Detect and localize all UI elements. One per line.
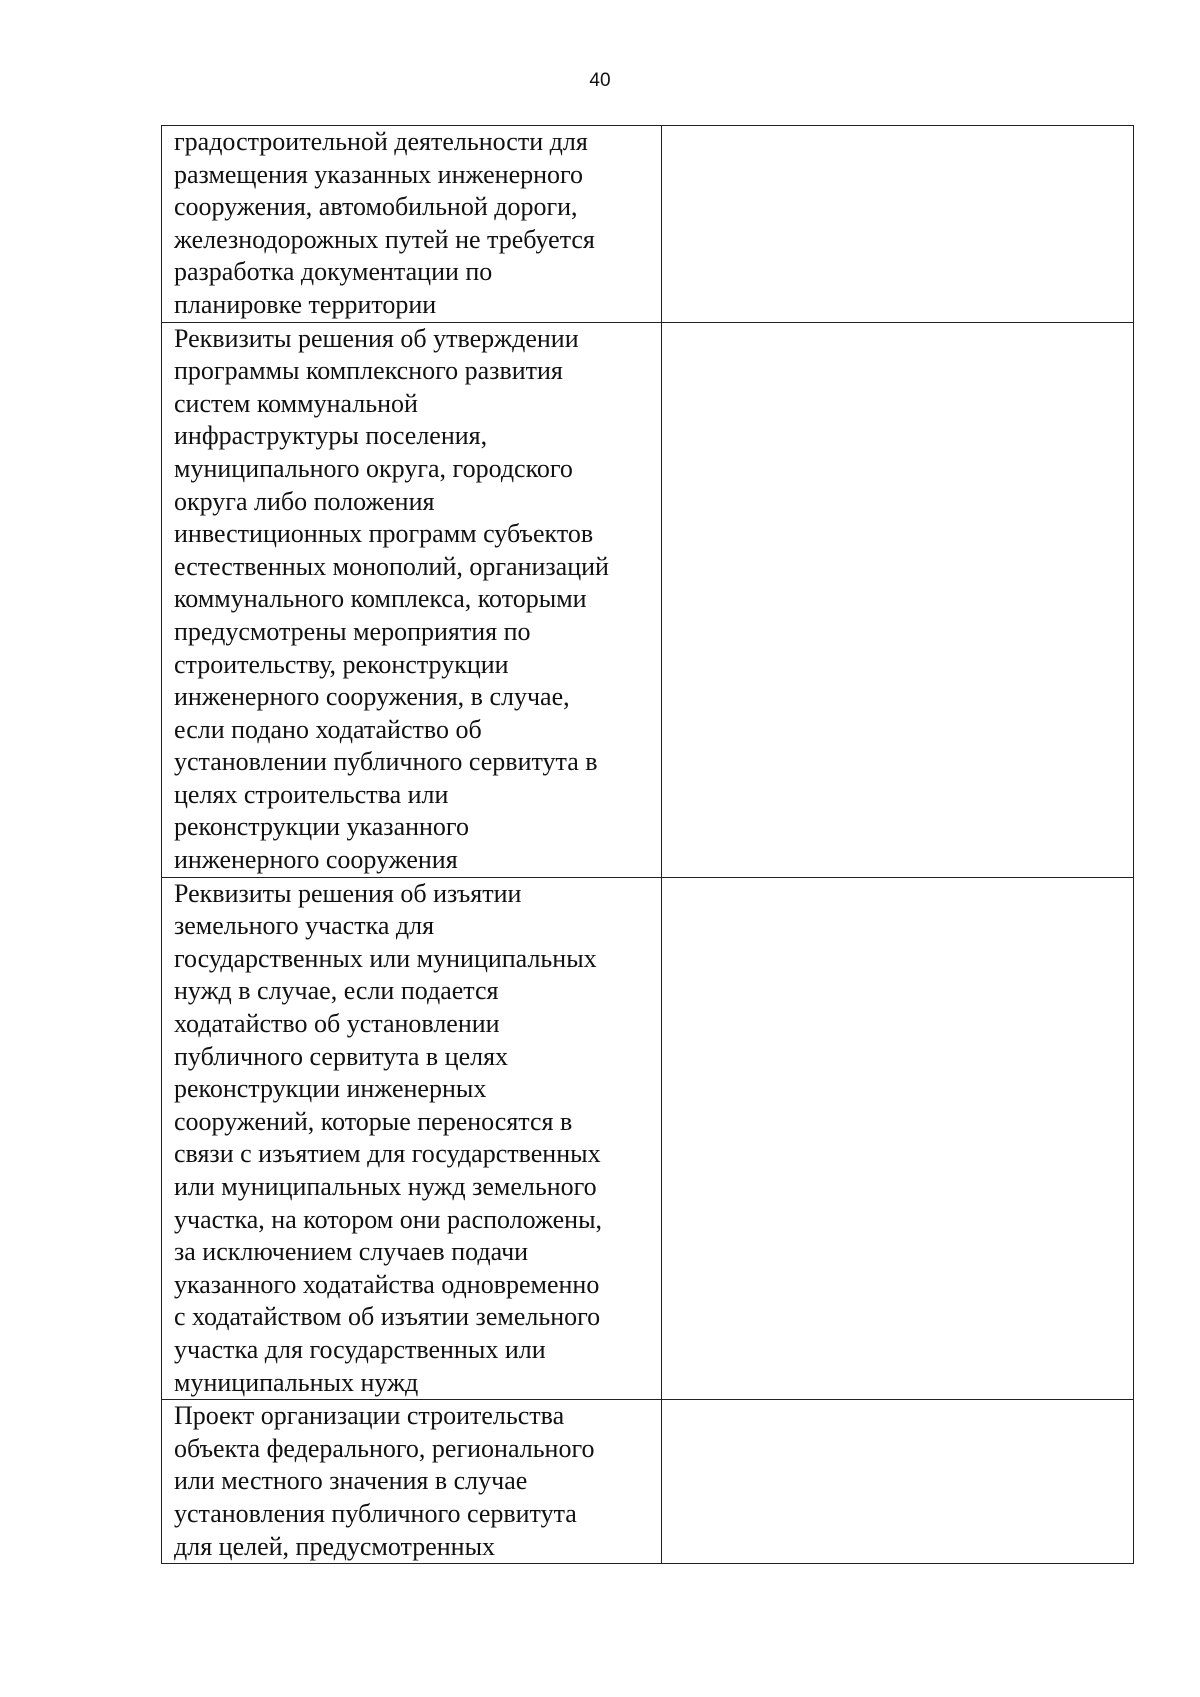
row-value-cell[interactable] (662, 322, 1134, 877)
row-label: градостроительной деятельности для размещения указанных инженерного сооружения, автомобильной дороги, железнодорожных путей не требуется разработка документации по планировке территории (174, 127, 595, 319)
page-number: 40 (589, 70, 611, 91)
table-row (162, 126, 1134, 323)
row-value-cell[interactable] (662, 877, 1134, 1400)
row-label-cell (162, 322, 662, 877)
table-row (162, 877, 1134, 1400)
row-value-cell[interactable] (662, 126, 1134, 323)
row-value-cell[interactable] (662, 1400, 1134, 1564)
row-label-cell (162, 126, 662, 323)
row-label: Проект организации строительства объекта федерального, регионального или местного значения в случае установления публичного сервитута для целей, предусмотренных (174, 1401, 595, 1561)
requisites-table (161, 125, 1134, 1564)
row-label-cell (162, 1400, 662, 1564)
row-label: Реквизиты решения об изъятии земельного участка для государственных или муниципальных нужд в случае, если подается ходатайство об установлении публичного сервитута в целях реконструкции инженерных сооружений, которые переносятся в связи с изъятием для государственных или муниципальных нужд земельного участка, на котором они расположены, за исключением случаев подачи указанного ходатайства одновременно с ходатайством об изъятии земельного участка для государственных или муниципальных нужд (174, 878, 603, 1397)
row-label-cell (162, 877, 662, 1400)
table-row (162, 1400, 1134, 1564)
row-label: Реквизиты решения об утверждении программы комплексного развития систем коммунальной инфраструктуры поселения, муниципального округа, городского округа либо положения инвестиционных программ субъектов естественных монополий, организаций коммунального комплекса, которыми предусмотрены мероприятия по строительству, реконструкции инженерного сооружения, в случае, если подано ходатайство об установлении публичного сервитута в целях строительства или реконструкции указанного инженерного сооружения (174, 323, 609, 875)
table-row (162, 322, 1134, 877)
